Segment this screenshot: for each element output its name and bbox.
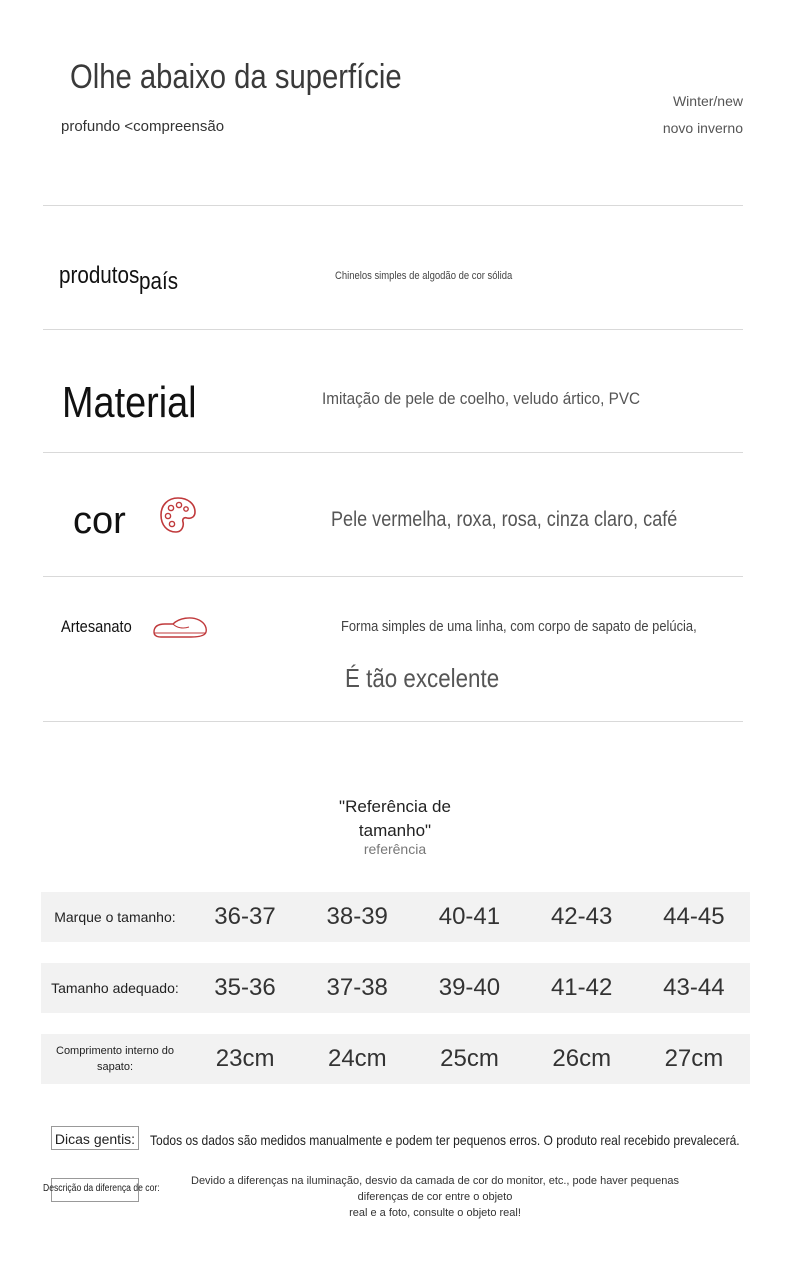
table-cell: 37-38 (326, 974, 388, 1001)
color-label: cor (73, 500, 126, 542)
table-cell: 25cm (440, 1045, 499, 1072)
table-row (41, 1034, 750, 1084)
color-value: Pele vermelha, roxa, rosa, cinza claro, café (331, 508, 678, 531)
size-reference-subtitle: referência (363, 841, 427, 857)
table-row (41, 892, 750, 942)
color-note-label: Descrição da diferença de cor: (43, 1183, 160, 1194)
page-title: Olhe abaixo da superfície (70, 58, 402, 96)
divider (43, 576, 743, 577)
tips-label: Dicas gentis: (51, 1126, 139, 1150)
table-cell: 26cm (552, 1045, 612, 1072)
product-value: Chinelos simples de algodão de cor sólida (335, 270, 513, 282)
craft-value-line1: Forma simples de uma linha, com corpo de sapato de pelúcia, (341, 618, 697, 635)
divider (43, 205, 743, 206)
craft-label: Artesanato (61, 617, 132, 636)
table-cell: 38-39 (326, 903, 388, 930)
row-header: Comprimento interno do sapato: (56, 1045, 175, 1073)
table-cell: 35-36 (214, 974, 276, 1001)
table-cell: 24cm (327, 1045, 387, 1072)
divider (43, 452, 743, 453)
craft-value-line2: É tão excelente (345, 663, 500, 693)
product-label: produtos (59, 262, 140, 289)
table-cell: 27cm (664, 1045, 724, 1072)
table-cell: 44-45 (663, 903, 725, 930)
size-reference-title: "Referência de tamanho" (339, 797, 451, 840)
table-row (41, 963, 750, 1013)
tips-text: Todos os dados são medidos manualmente e podem ter pequenos erros. O produto real recebido prevalecerá. (150, 1132, 740, 1148)
slipper-icon (151, 612, 209, 640)
color-note-line1: Devido a diferenças na iluminação, desvio da camada de cor do monitor, etc., pode haver pequenas diferenças de cor entre o objeto (191, 1175, 679, 1203)
table-cell: 41-42 (550, 974, 613, 1001)
row-header: Marque o tamanho: (54, 909, 176, 925)
table-cell: 23cm (215, 1045, 275, 1072)
color-note-line2: real e a foto, consulte o objeto real! (349, 1207, 521, 1219)
table-cell: 40-41 (438, 903, 501, 930)
table-cell: 36-37 (214, 903, 276, 930)
season-label: Winter/new (672, 93, 743, 109)
season-sublabel: novo inverno (662, 120, 743, 136)
table-cell: 42-43 (550, 903, 613, 930)
row-header: Tamanho adequado: (51, 980, 179, 996)
color-note-text (165, 1173, 705, 1221)
material-value: Imitação de pele de coelho, veludo ártico, PVC (322, 389, 641, 408)
table-cell: 39-40 (438, 974, 501, 1001)
divider (43, 721, 743, 722)
country-label: país (139, 268, 179, 295)
divider (43, 329, 743, 330)
table-cell: 43-44 (663, 974, 725, 1001)
page-subtitle: profundo <compreensão (61, 118, 225, 135)
material-label: Material (62, 378, 197, 427)
palette-icon (158, 495, 198, 535)
